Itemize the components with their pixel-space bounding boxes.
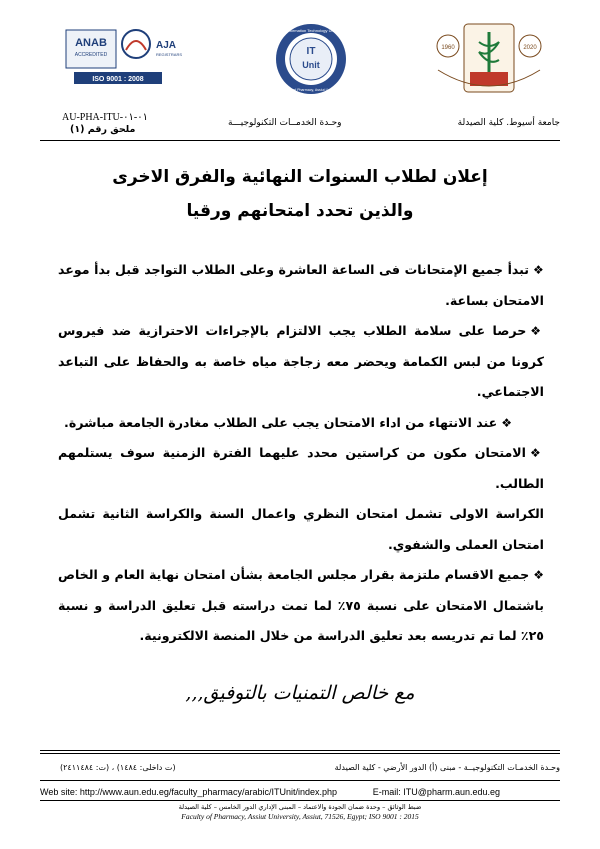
svg-text:ACCREDITED: ACCREDITED [74, 52, 108, 58]
university-name: جامعة أسيوط. كلية الصيدلة [457, 118, 560, 128]
svg-text:ANAB: ANAB [75, 37, 107, 49]
footer-divider [40, 780, 560, 781]
footer-contact-row [40, 763, 560, 779]
footer-phone: (ت داخلى: ١٤٨٤) ، (ت: ٢٤١١٤٨٤) [60, 763, 176, 772]
certification-logo [60, 22, 183, 96]
list-item-text: عند الانتهاء من اداء الامتحان يجب على الطلاب مغادرة الجامعة مباشرة. [64, 414, 498, 430]
diamond-bullet-icon: ❖ [529, 446, 545, 460]
header-text [40, 112, 560, 140]
list-item-text: الامتحان مكون من كراستين محدد عليهما الفترة الزمنية سوف يستلمهم الطالب. [58, 445, 544, 491]
diamond-bullet-icon: ❖ [501, 415, 512, 430]
list-item [58, 560, 544, 652]
svg-text:Information Technology Unit: Information Technology Unit [286, 28, 336, 33]
footer-web-row [40, 787, 560, 801]
footer-divider [40, 750, 560, 751]
list-item-text: جميع الاقسام ملتزمة بقرار مجلس الجامعة بشأن امتحان نهاية العام و الخاص باشتمال الامتحان على نسبة ٧٥٪ لما تمت دراسته قبل تعليق الدراسة و نسبة ٢٥٪ لما تم تدريسه بعد تعليق الدراسة من خلال المنصة الالكترونية. [58, 567, 544, 643]
header-divider [40, 140, 560, 141]
svg-text:1960: 1960 [441, 45, 455, 51]
svg-text:AJA: AJA [156, 40, 177, 51]
svg-text:ISO 9001 : 2008: ISO 9001 : 2008 [92, 76, 144, 83]
list-item [58, 408, 544, 439]
svg-text:Faculty of Pharmacy, Assiut Un: Faculty of Pharmacy, Assiut University [280, 88, 342, 92]
diamond-bullet-icon: ❖ [530, 324, 544, 338]
list-item-continuation [58, 499, 544, 560]
attachment-label: ملحق رقم (١) [70, 124, 136, 135]
svg-text:REGISTRARS: REGISTRARS [156, 52, 183, 57]
svg-text:IT: IT [306, 46, 316, 57]
document-code: AU-PHA-ITU-٠١-٠١ [62, 112, 148, 123]
list-item [58, 316, 544, 408]
list-item [58, 255, 544, 316]
unit-name: وحـدة الخدمــات التكنولوجيـــة [228, 118, 342, 128]
footer-qa-line: ضبط الوثائق – وحدة ضمان الجودة والاعتماد – المبنى الإداري الدور الخامس – كلية الصيدلة [178, 803, 422, 811]
svg-text:2020: 2020 [523, 45, 537, 51]
title-line-1: إعلان لطلاب السنوات النهائية والفرق الاخرى [112, 167, 488, 187]
footer-address: وحـدة الخدمـات التكنولوجيــة - مبنى (أ) الدور الأرضي - كلية الصيدلة [334, 763, 560, 772]
faculty-crest-logo [434, 22, 544, 96]
footer-iso-line: Faculty of Pharmacy, Assiut University, Assiut, 71526, Egypt; ISO 9001 : 2015 [181, 812, 419, 821]
footer-website-link[interactable]: Web site: http://www.aun.edu.eg/faculty_pharmacy/arabic/ITUnit/index.php [40, 787, 337, 797]
list-item [58, 438, 544, 499]
svg-text:Unit: Unit [302, 60, 320, 70]
diamond-bullet-icon: ❖ [533, 568, 544, 582]
footer-email-link[interactable]: E-mail: ITU@pharm.aun.edu.eg [372, 787, 500, 797]
footer-divider [40, 800, 560, 801]
closing-signoff: مع خالص التمنيات بالتوفيق,,, [185, 682, 415, 704]
header-logos [60, 22, 560, 98]
it-unit-logo [274, 22, 348, 96]
announcement-title [40, 160, 560, 228]
announcement-body [58, 255, 544, 652]
diamond-bullet-icon: ❖ [533, 263, 544, 277]
title-line-2: والذين تحدد امتحانهم ورقيا [186, 201, 414, 221]
list-item-text: تبدأ جميع الإمتحانات فى الساعة العاشرة وعلى الطلاب التواجد قبل بدأ موعد الامتحان بساعة. [58, 262, 544, 308]
list-item-text: الكراسة الاولى تشمل امتحان النظري واعمال السنة والكراسة الثانية تشمل امتحان العملى والشفوي. [58, 506, 544, 552]
footer-divider [40, 753, 560, 754]
list-item-text: حرصا على سلامة الطلاب يجب الالتزام بالإجراءات الاحترازية ضد فيروس كرونا من لبس الكمامة ويحضر معه زجاجة مياه خاصة به والحفاظ على التباعد الاجتماعي. [58, 323, 544, 399]
